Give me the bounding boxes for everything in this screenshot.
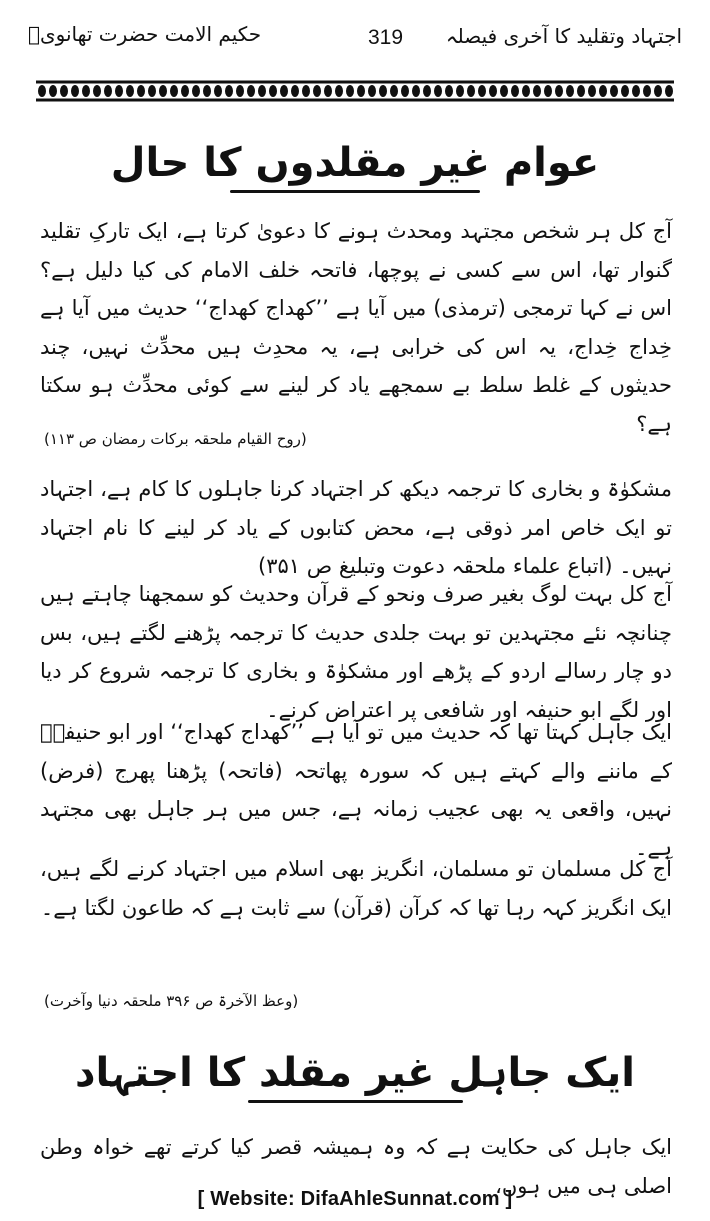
border-ornament bbox=[434, 85, 442, 97]
border-ornament bbox=[269, 85, 277, 97]
book-title: اجتہاد وتقلید کا آخری فیصلہ bbox=[445, 24, 682, 48]
border-ornament bbox=[445, 85, 453, 97]
border-ornament bbox=[170, 85, 178, 97]
decorative-header-border bbox=[36, 80, 674, 102]
border-ornament bbox=[60, 85, 68, 97]
border-ornament bbox=[71, 85, 79, 97]
border-ornament bbox=[500, 85, 508, 97]
paragraph-2: مشکوٰۃ و بخاری کا ترجمہ دیکھ کر اجتہاد کرنا جاہلوں کا کام ہے، اجتہاد تو ایک خاص امر ذوقی ہے، محض کتابوں کے یاد کر لینے کا نام اجتہاد نہیں۔ (اتباع علماء ملحقہ دعوت وتبلیغ ص ۳۵۱) bbox=[40, 477, 672, 578]
border-ornament bbox=[335, 85, 343, 97]
border-ornament bbox=[533, 85, 541, 97]
border-ornament bbox=[291, 85, 299, 97]
paragraph-3: آج کل بہت لوگ بغیر صرف ونحو کے قرآن وحدیث کو سمجھنا چاہتے ہیں چنانچہ نئے مجتہدین تو بہت جلدی حدیث کا ترجمہ پڑھنے لگتے ہیں، بس دو چار رسالے اردو کے پڑھے اور مشکوٰۃ و بخاری کا ترجمہ شروع کر دیا اور لگے ابو حنیفہ اور شافعی پر اعتراض کرنے۔ bbox=[40, 582, 672, 722]
border-ornament bbox=[115, 85, 123, 97]
border-ornament bbox=[203, 85, 211, 97]
border-ornament bbox=[489, 85, 497, 97]
border-ornament bbox=[214, 85, 222, 97]
border-ornament bbox=[38, 85, 46, 97]
author-name: حکیم الامت حضرت تھانویؒ bbox=[28, 22, 262, 46]
border-ornament bbox=[126, 85, 134, 97]
border-ornament bbox=[522, 85, 530, 97]
paragraph-4: ایک جاہل کہتا تھا کہ حدیث میں تو آیا ہے ’’کھداج کھداج‘‘ اور ابو حنیفہؒ کے ماننے والے کہتے ہیں کہ سورہ پھاتحہ (فاتحہ) پڑھنا پھرج (فرض) نہیں، واقعی یہ بھی عجیب زمانہ ہے، جس میں ہر جاہل بھی مجتہد ہے۔ bbox=[40, 720, 672, 860]
border-ornament bbox=[566, 85, 574, 97]
border-ornament bbox=[313, 85, 321, 97]
title-underline bbox=[230, 190, 480, 193]
page-number: 319 bbox=[368, 26, 404, 49]
border-ornament bbox=[610, 85, 618, 97]
border-ornament bbox=[621, 85, 629, 97]
border-ornament bbox=[258, 85, 266, 97]
border-ornament bbox=[467, 85, 475, 97]
section-heading: ایک جاہل غیر مقلد کا اجتہاد bbox=[75, 1050, 635, 1096]
border-ornament bbox=[302, 85, 310, 97]
paragraph-5: آج کل مسلمان تو مسلمان، انگریز بھی اسلام میں اجتہاد کرنے لگے ہیں، ایک انگریز کہہ رہا تھا کہ کرآن (قرآن) سے ثابت ہے کہ طاعون لگتا ہے۔ bbox=[40, 857, 672, 920]
reference-2: (وعظ الآخرۃ ص ۳۹۶ ملحقہ دنیا وآخرت) bbox=[44, 992, 299, 1010]
border-ornament bbox=[236, 85, 244, 97]
border-ornament bbox=[368, 85, 376, 97]
border-ornament bbox=[599, 85, 607, 97]
border-ornament bbox=[192, 85, 200, 97]
border-ornament bbox=[588, 85, 596, 97]
border-ornament bbox=[49, 85, 57, 97]
section-title-2 bbox=[0, 1050, 710, 1103]
border-ornament bbox=[148, 85, 156, 97]
border-ornament bbox=[247, 85, 255, 97]
paragraph-6: ایک جاہل کی حکایت ہے کہ وہ ہمیشہ قصر کیا کرتے تھے خواہ وطن اصلی ہی میں ہوں، bbox=[40, 1135, 672, 1198]
border-ornament bbox=[555, 85, 563, 97]
border-ornament bbox=[643, 85, 651, 97]
border-ornament bbox=[390, 85, 398, 97]
page-header bbox=[28, 18, 682, 60]
title-underline bbox=[248, 1100, 463, 1103]
border-ornament bbox=[379, 85, 387, 97]
border-ornament bbox=[511, 85, 519, 97]
border-ornament bbox=[225, 85, 233, 97]
border-ornament bbox=[478, 85, 486, 97]
border-ornament bbox=[82, 85, 90, 97]
section-title-1 bbox=[0, 140, 710, 193]
border-ornament bbox=[159, 85, 167, 97]
border-ornament bbox=[632, 85, 640, 97]
border-ornament bbox=[137, 85, 145, 97]
border-ornament bbox=[357, 85, 365, 97]
border-ornament bbox=[577, 85, 585, 97]
border-ornament bbox=[280, 85, 288, 97]
border-ornament bbox=[456, 85, 464, 97]
section-heading: عوام غیر مقلدوں کا حال bbox=[110, 140, 600, 186]
border-ornament bbox=[544, 85, 552, 97]
border-ornament bbox=[665, 85, 673, 97]
border-ornament bbox=[324, 85, 332, 97]
border-ornament bbox=[423, 85, 431, 97]
border-ornament bbox=[401, 85, 409, 97]
border-ornament bbox=[346, 85, 354, 97]
paragraph-1: آج کل ہر شخص مجتہد ومحدث ہونے کا دعویٰ کرتا ہے، ایک تارکِ تقلید گنوار تھا، اس سے کسی نے پوچھا، فاتحہ خلف الامام کی کیا دلیل ہے؟ اس نے کہا ترمجی (ترمذی) میں آیا ہے ’’کھداج کھداج‘‘ حدیث میں آیا ہے خِداج خِداج، یہ اس کی خرابی ہے، یہ محدِث ہیں محدِّث نہیں، چند حدیثوں کے غلط سلط بے سمجھے یاد کر لینے سے کوئی محدِّث ہو سکتا ہے؟ bbox=[40, 219, 672, 436]
border-ornament bbox=[654, 85, 662, 97]
border-ornament bbox=[104, 85, 112, 97]
reference-1: (روح القیام ملحقہ برکات رمضان ص ۱۱۳) bbox=[44, 430, 307, 448]
border-ornament bbox=[181, 85, 189, 97]
border-ornament bbox=[93, 85, 101, 97]
website-footer: [ Website: DifaAhleSunnat.com ] bbox=[197, 1188, 513, 1210]
border-ornament bbox=[412, 85, 420, 97]
